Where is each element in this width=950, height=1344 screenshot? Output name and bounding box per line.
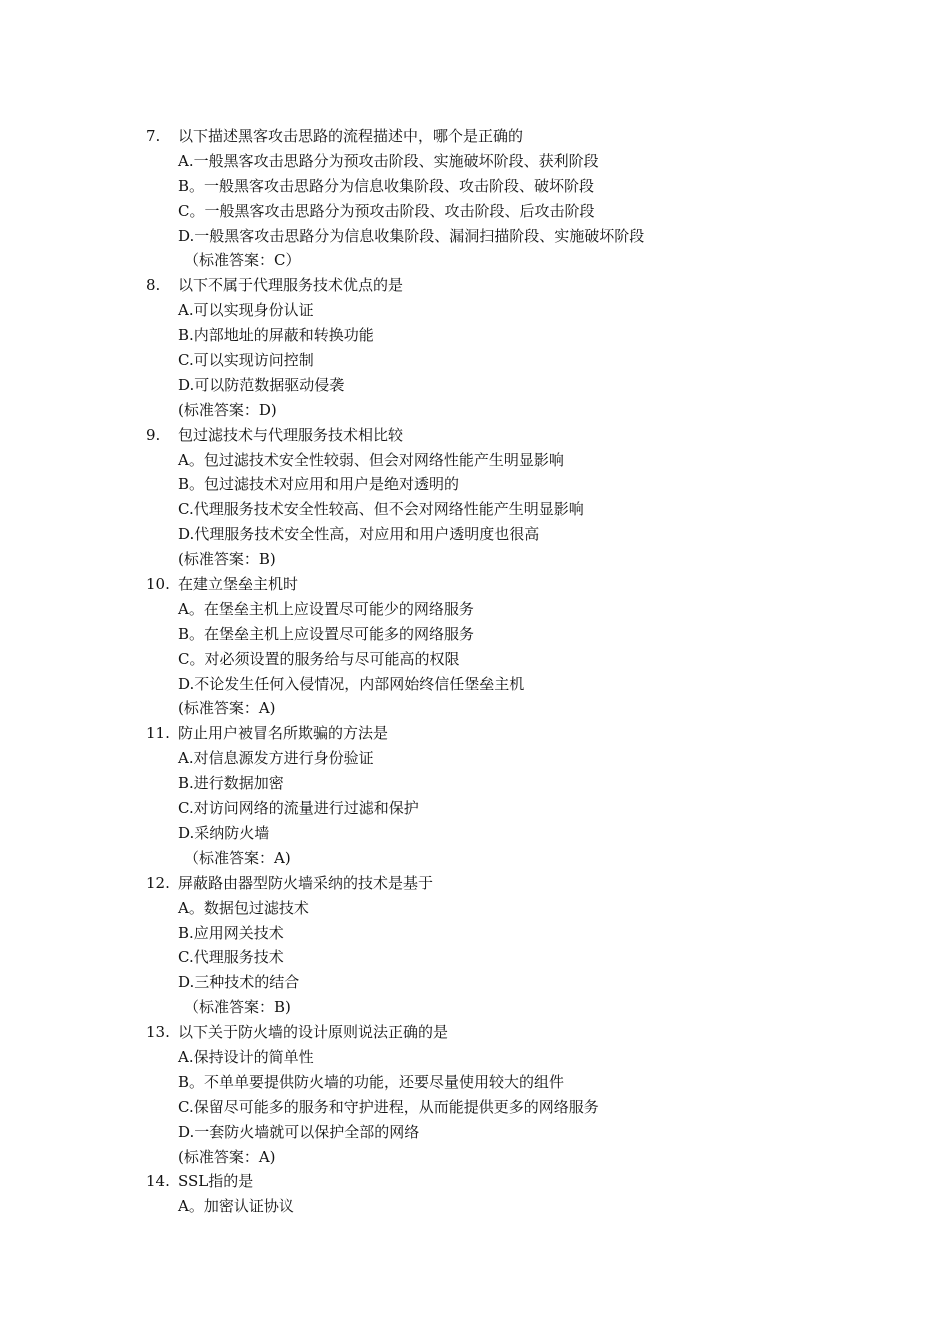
- standard-answer: (标准答案：B): [178, 550, 276, 569]
- question-number: 8.: [146, 276, 161, 295]
- question-number: 9.: [146, 425, 161, 444]
- option: C.对访问网络的流量进行过滤和保护: [178, 799, 419, 818]
- option: A。数据包过滤技术: [178, 898, 309, 917]
- question-text: 以下不属于代理服务技术优点的是: [178, 276, 404, 295]
- option: C.代理服务技术: [178, 948, 284, 967]
- question-14: [146, 1169, 906, 1194]
- question-number: 11.: [146, 724, 170, 743]
- option: D.一套防火墙就可以保护全部的网络: [178, 1122, 420, 1141]
- question-8: [146, 273, 906, 298]
- standard-answer: （标准答案：A): [184, 848, 291, 867]
- option: C。对必须设置的服务给与尽可能高的权限: [178, 649, 460, 668]
- question-text: 包过滤技术与代理服务技术相比较: [178, 425, 404, 444]
- option: D.采纳防火墙: [178, 823, 270, 842]
- option: C.可以实现访问控制: [178, 351, 314, 370]
- question-7: [146, 124, 906, 149]
- standard-answer: (标准答案：A): [178, 699, 276, 718]
- option: C.代理服务技术安全性较高、但不会对网络性能产生明显影响: [178, 500, 584, 519]
- option: D.代理服务技术安全性高，对应用和用户透明度也很高: [178, 525, 540, 544]
- standard-answer: (标准答案：A): [178, 1147, 276, 1166]
- question-11: [146, 721, 906, 746]
- option: D.一般黑客攻击思路分为信息收集阶段、漏洞扫描阶段、实施破坏阶段: [178, 226, 645, 245]
- question-10: [146, 572, 906, 597]
- option: D.三种技术的结合: [178, 973, 300, 992]
- option: A.一般黑客攻击思路分为预攻击阶段、实施破坏阶段、获利阶段: [178, 151, 599, 170]
- question-number: 13.: [146, 1023, 170, 1042]
- option: D.不论发生任何入侵情况，内部网始终信任堡垒主机: [178, 674, 525, 693]
- option: B.进行数据加密: [178, 774, 284, 793]
- question-13: [146, 1020, 906, 1045]
- option: A。加密认证协议: [178, 1197, 294, 1216]
- option: B。不单单要提供防火墙的功能，还要尽量使用较大的组件: [178, 1072, 565, 1091]
- option: B。在堡垒主机上应设置尽可能多的网络服务: [178, 624, 475, 643]
- question-list: [146, 124, 906, 1219]
- standard-answer: （标准答案：C）: [184, 251, 301, 270]
- question-12: [146, 871, 906, 896]
- option: B。包过滤技术对应用和用户是绝对透明的: [178, 475, 460, 494]
- question-number: 10.: [146, 575, 170, 594]
- option: A。包过滤技术安全性较弱、但会对网络性能产生明显影响: [178, 450, 564, 469]
- option: D.可以防范数据驱动侵袭: [178, 375, 345, 394]
- question-text: 在建立堡垒主机时: [178, 575, 299, 594]
- question-text: 以下描述黑客攻击思路的流程描述中，哪个是正确的: [178, 127, 524, 145]
- question-text: 防止用户被冒名所欺骗的方法是: [178, 724, 389, 743]
- question-number: 14.: [146, 1172, 170, 1191]
- option: A.可以实现身份认证: [178, 301, 314, 320]
- option: C。一般黑客攻击思路分为预攻击阶段、攻击阶段、后攻击阶段: [178, 201, 595, 220]
- option: A.对信息源发方进行身份验证: [178, 749, 374, 768]
- standard-answer: (标准答案：D): [178, 400, 277, 419]
- question-text: 屏蔽路由器型防火墙采纳的技术是基于: [178, 873, 434, 892]
- question-9: [146, 423, 906, 448]
- option: B.内部地址的屏蔽和转换功能: [178, 326, 374, 345]
- option: C.保留尽可能多的服务和守护进程，从而能提供更多的网络服务: [178, 1097, 599, 1116]
- option: B.应用网关技术: [178, 923, 284, 942]
- question-text: SSL指的是: [178, 1172, 254, 1191]
- question-number: 12.: [146, 873, 170, 892]
- standard-answer: （标准答案：B): [184, 998, 291, 1017]
- option: B。一般黑客攻击思路分为信息收集阶段、攻击阶段、破坏阶段: [178, 176, 595, 195]
- question-text: 以下关于防火墙的设计原则说法正确的是: [178, 1023, 449, 1042]
- option: A.保持设计的简单性: [178, 1047, 314, 1066]
- option: A。在堡垒主机上应设置尽可能少的网络服务: [178, 599, 474, 618]
- question-number: 7.: [146, 127, 161, 145]
